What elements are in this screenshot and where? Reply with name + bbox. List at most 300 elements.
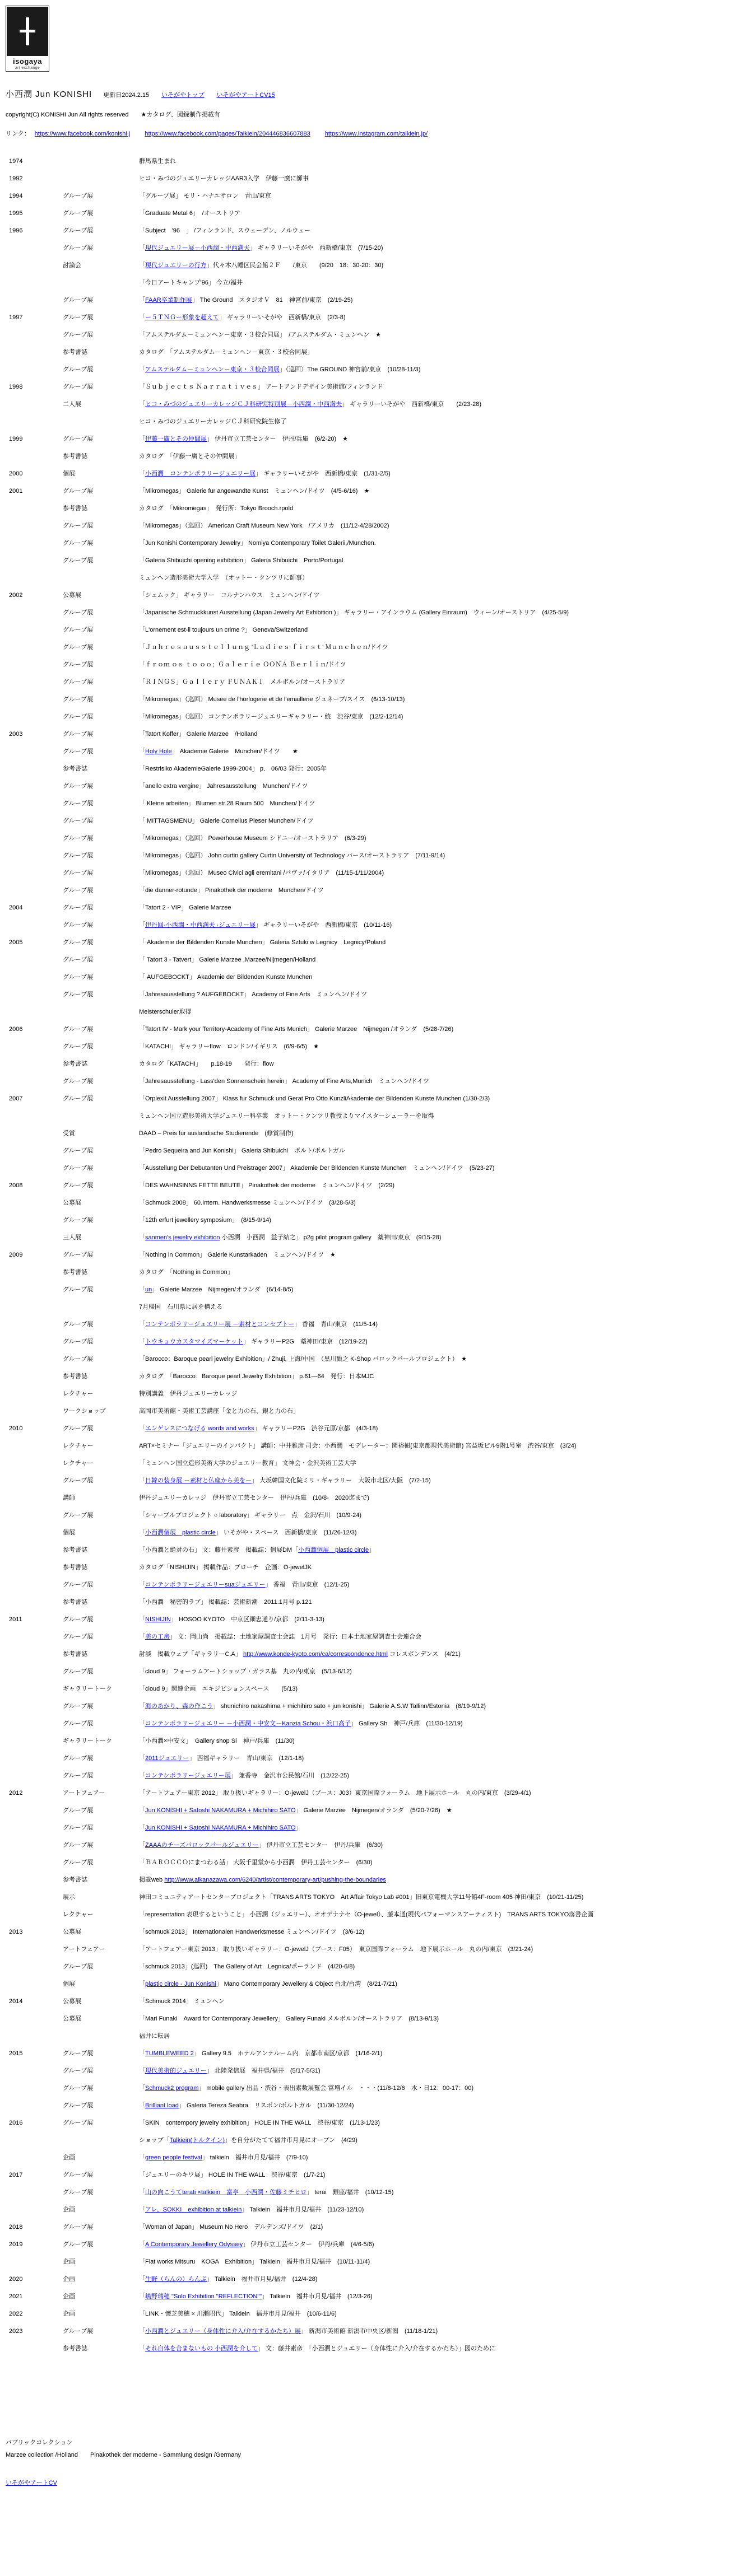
collection-items: Marzee collection /Holland Pinakothek der moderne - Sammlung design /Germany: [6, 2452, 242, 2458]
cv-year: 2009: [9, 1252, 23, 1258]
cv-row: [9, 939, 721, 956]
cv-entry: [139, 1130, 294, 1138]
cv-row: [9, 1651, 721, 1668]
cv-entry: [139, 557, 343, 565]
cv-entry-link[interactable]: Jun KONISHI + Satoshi NAKAMURA + Michihiro SATO: [145, 1824, 296, 1831]
cv-entry-text: 「: [139, 1807, 145, 1814]
cv-row: [9, 1790, 721, 1807]
top-link[interactable]: いそがやトップ: [161, 92, 205, 99]
cv-entry-text: 「: [139, 2276, 145, 2283]
cv-entry: [139, 314, 346, 322]
cv-category: 公募展: [63, 1929, 81, 1935]
cv-entry-text: 掲載web: [139, 1877, 165, 1883]
cv-category: グループ展: [63, 627, 94, 633]
cv-entry: [139, 1772, 349, 1780]
cv-category: ワークショップ: [63, 1408, 106, 1415]
cv-entry: [139, 1651, 461, 1659]
cv-category: 参考書誌: [63, 349, 87, 356]
cv-entry-text: 「ＲＩＮＧＳ」Ｇａｌｌｅｒｙ ＦＵＮＡＫＩ メルボルン/オーストラリア: [139, 679, 346, 685]
cv-entry-text: 」 伊丹市立工芸センター 伊丹/兵庫 (6/2-20) ★: [207, 436, 349, 442]
cv-category: グループ展: [63, 245, 94, 251]
cv-category: グループ展: [63, 818, 94, 824]
cv-entry-text: 」 mobile gallery 出品・渋谷・表出素数展覧会 富増イル ・・・(11/8-12/6 水・日12：00-17：00): [198, 2085, 474, 2092]
instagram-link[interactable]: https://www.instagram.com/talkiein.jp/: [324, 130, 428, 137]
cv-link[interactable]: いそがやアートCV15: [216, 92, 275, 99]
cv-category: グループ展: [63, 2085, 94, 2092]
cv-row: [9, 2050, 721, 2068]
cv-category: 参考書誌: [63, 2345, 87, 2352]
cv-row: [9, 1703, 721, 1720]
cv-row: [9, 1252, 721, 1269]
cv-entry-text: 「: [139, 2293, 145, 2300]
cv-entry-text: 「SKIN contempory jewelry exhibition」 HOLE IN THE WALL 渋谷/東京 (1/13-1/23): [139, 2120, 380, 2126]
cv-entry-link[interactable]: 小西潤個展 plastic circle: [145, 1529, 216, 1536]
cv-entry-text: 」 ギャラリーいそがや 西新橋/東京 (2/23-28): [342, 401, 481, 408]
cv-entry-link[interactable]: 海のあかり、森の作こう: [145, 1703, 213, 1710]
cv-entry-text: 「Graduate Metal 6」 /オーストリア: [139, 210, 240, 217]
cv-entry-link[interactable]: NISHIJIN: [145, 1616, 171, 1623]
cv-row: [9, 679, 721, 696]
cv-year: 2018: [9, 2224, 23, 2230]
cv-entry: [139, 279, 243, 287]
cv-entry-link[interactable]: アレ、SOKKI exhibition at talkiein: [145, 2206, 242, 2213]
cv-entry-text: 」 Galerie Marzee Nijmegen/オランダ (6/14-8/5): [152, 1286, 294, 1293]
cv-entry: [139, 1286, 293, 1294]
cv-row: [9, 1286, 721, 1304]
cv-entry: [139, 1634, 421, 1641]
cv-entry: [139, 2206, 364, 2214]
cv-entry-link[interactable]: sanmen's jewelry exhibition: [145, 1234, 220, 1241]
cv-category: グループ展: [63, 1252, 94, 1258]
cv-row: [9, 835, 721, 852]
cv-category: ギャラリートーク: [63, 1686, 112, 1692]
cv-row: [9, 1495, 721, 1512]
cv-entry: [139, 1425, 378, 1433]
cv-category: 参考書誌: [63, 1269, 87, 1276]
cv-entry-link[interactable]: 山の向こうてterati ×talkiein 富亭 小西潤・佐藤ミチヒロ: [145, 2189, 307, 2196]
cv-category: グループ展: [63, 2102, 94, 2109]
cv-category: 公募展: [63, 2015, 81, 2022]
cv-category: グループ展: [63, 713, 94, 720]
cv-entry-text: 「ｆｒｏｍ ｏｓ ｔｏ ｏｏ；Ｇａｌｅｒｉｅ ＯＯＮＡ Ｂｅｒｌｉｎ/ドイツ: [139, 661, 346, 668]
cv-entry-text: 「: [139, 2050, 145, 2057]
cv-category: 参考書誌: [63, 1599, 87, 1606]
cv-entry-text: 「12th erfurt jewellery symposium」 (8/15-9/14): [139, 1217, 271, 1224]
cv-entry: [139, 1512, 361, 1520]
cv-entry: [139, 366, 420, 374]
cv-entry-link[interactable]: 生野（らんの）らんぷ: [145, 2276, 207, 2283]
cv-entry-link[interactable]: ヒコ・みづのジュエリーカレッジＣＪ科研究特別展－小西潤・中西満夫: [145, 401, 342, 408]
cv-entry-text: 」 shunichiro nakashima + michihiro sato + jun konishi」 Galerie A.S.W Tallinn/Estonia (8/19-9/12): [213, 1703, 486, 1710]
cv-row: [9, 1425, 721, 1443]
cv-entry-link[interactable]: plastic circle - Jun Konishi: [145, 1981, 216, 1987]
cv-year: 2022: [9, 2311, 23, 2317]
cv-entry-text: 」 Akademie Galerie Munchen/ドイツ ★: [171, 748, 298, 755]
cv-category: グループ展: [63, 332, 94, 338]
cv-entry-text: 「Schmuck 2008」 60.Intern. Handwerksmesse ミュンヘン/ドイツ (3/28-5/3): [139, 1200, 356, 1206]
cv-entry: [139, 1095, 490, 1103]
cv-entry-text: 「: [139, 245, 145, 251]
cv-entry-link[interactable]: 2011ジュエリー: [145, 1755, 189, 1762]
cv-row: [9, 1998, 721, 2015]
cv-entry-link[interactable]: A Contemporary Jewellery Odyssey: [145, 2241, 243, 2248]
cv-category: グループ展: [63, 1477, 94, 1484]
cv-entry-link[interactable]: un: [145, 1286, 152, 1293]
cv-entry-text: 」 文：岡山尚 掲載誌：土地家屋調査士会誌 1月号 発行：日本土地家屋調査士会連合会: [170, 1634, 422, 1640]
cv-row: [9, 1911, 721, 1929]
cv-entry-link[interactable]: Holy Hole: [145, 748, 172, 755]
cv-category: グループ展: [63, 1842, 94, 1849]
cv-entry-link[interactable]: http://www.aikanazawa.com/6240/artist/contemporary-art/pushing-the-boundaries: [164, 1877, 386, 1883]
cv-entry-text: 」 Talkiein 福井市月見/福井 (11/23-12/10): [242, 2206, 364, 2213]
cv-entry-text: 「: [139, 2154, 145, 2161]
cv-entry: [139, 956, 315, 964]
cv-category: 企画: [63, 2258, 75, 2265]
cv-entry: [139, 800, 315, 808]
cv-entry-text: 神田コミュニティアートセンタープロジェクト「TRANS ARTS TOKYO Art Affair Tokyo Lab #001」旧東京電機大学11号館4F-room 405 神田/東京 (10/21-11/25): [139, 1894, 584, 1901]
cv-row: [9, 401, 721, 418]
cv-entry-link[interactable]: 嶋野瑞穂 "Solo Exhibition "REFLECTION"": [145, 2293, 262, 2300]
cv-category: グループ展: [63, 1581, 94, 1588]
cv-entry-text: 福井に転居: [139, 2033, 170, 2040]
cv-entry-link[interactable]: Jun KONISHI + Satoshi NAKAMURA + Michihiro SATO: [145, 1807, 296, 1814]
cv-entry-link[interactable]: コンテンポラリージュエリーsuaジュエリー: [145, 1581, 266, 1588]
cv-entry-text: 「: [139, 2068, 145, 2074]
cv-entry: [139, 731, 257, 739]
cv-entry-text: ミュンヘン国立造形美術大学ジュエリー科卒業 オットー・クンツリ教授よりマイスターシューラーを取得: [139, 1113, 434, 1119]
cv-row: [9, 2015, 721, 2033]
cv-entry-text: 「: [139, 262, 145, 269]
cv-row: [9, 488, 721, 505]
cv-category: グループ展: [63, 661, 94, 668]
cv-year: 2010: [9, 1425, 23, 1432]
cv-row: [9, 1981, 721, 1998]
cv-entry-link[interactable]: 伊丹回-小西潤・中西満夫 ·ジュエリー展: [145, 922, 256, 928]
cv-row: [9, 314, 721, 332]
cv-entry-text: 「Galeria Shibuichi opening exhibition」 Galeria Shibuichi Porto/Portugal: [139, 557, 343, 564]
cv-row: [9, 1616, 721, 1634]
cv-entry-text: 高岡市美術館・美術工芸講座「金と力の石、銀と力の石」: [139, 1408, 299, 1415]
cv-row: [9, 1477, 721, 1495]
cv-category: グループ展: [63, 1616, 94, 1623]
cv-entry-text: 「Subject '96 」 /フィンランド、スウェーデン、ノルウェー: [139, 227, 310, 234]
cv-category: グループ展: [63, 1859, 94, 1866]
cv-year: 2008: [9, 1182, 23, 1189]
cv-entry-text: 」 ギャラリーいそがや 西新橋/東京 (1/31-2/5): [256, 470, 391, 477]
cv-entry-text: 「Mikromegas」（巡回） Musee de l'horlogerie et de l'emaillerie ジュネーブ/スイス (6/13-10/13): [139, 696, 405, 703]
cv-category: グループ展: [63, 1634, 94, 1640]
cv-entry-text: 」 ギャラリーP2G 薬神田/東京 (12/19-22): [243, 1338, 368, 1345]
cv-entry: [139, 1269, 234, 1277]
cv-entry-text: 」 文：藤井素彦 「小西潤とジュエリー（身体性に介入/介在するかたち）」図のために: [258, 2345, 495, 2352]
cv-entry-link[interactable]: 現代ジュエリーの行方: [145, 262, 207, 269]
cv-entry-text: 「Barocco：Baroque pearl jewelry Exhibition」/ Zhuji, 上海/中国 （黒川甄之 K-Shop バロックパールプロジェクト） ★: [139, 1356, 467, 1362]
cv-row: [9, 783, 721, 800]
cv-entry: [139, 887, 324, 895]
cv-category: グループ展: [63, 1147, 94, 1154]
cv-entry-text: 「Tatort Koffer」 Galerie Marzee /Holland: [139, 731, 258, 738]
cv-category: 参考書誌: [63, 1061, 87, 1067]
cv-entry-text: 」 伊丹市立工芸センター 伊丹/兵庫 (6/30): [258, 1842, 383, 1849]
cv-row: [9, 2033, 721, 2050]
cv-category: 展示: [63, 1894, 75, 1901]
cv-category: 参考書誌: [63, 1373, 87, 1380]
talkiein-facebook-link[interactable]: https://www.facebook.com/pages/Talkiein/204446836607883: [145, 130, 310, 137]
cv-year: 2012: [9, 1790, 23, 1796]
cv-entry-text: 「 MITTAGSMENU」 Galerie Cornelius Pleser Munchen/ドイツ: [139, 818, 314, 824]
cv-row: [9, 418, 721, 436]
cv-year: 2017: [9, 2172, 23, 2178]
cv-entry: [139, 1824, 302, 1832]
cv-entry: [139, 2102, 354, 2110]
cv-category: アートフェアー: [63, 1790, 105, 1796]
facebook-link[interactable]: https://www.facebook.com/konishi.j: [34, 130, 131, 137]
cv-entry-link[interactable]: コンテンポラリージュエリー展 －素材とコンセプトー: [145, 1321, 295, 1328]
cv-entry-link[interactable]: 日韓の装身展 －素材と仏座から美を－: [145, 1477, 252, 1484]
cv-entry: [139, 1321, 378, 1329]
logo-mark-icon: [16, 14, 39, 49]
cv-category: レクチャー: [63, 1911, 94, 1918]
cv-entry-text: カタログ 「伊藤一廣とその仲間展」: [139, 453, 241, 460]
cv-entry: [139, 1338, 368, 1346]
links-line: [6, 130, 442, 138]
cv-category: 講師: [63, 1495, 75, 1501]
cv-entry-text: 「KATACHI」 ギャラリーflow ロンドン/イギリス (6/9-6/5) ★: [139, 1043, 319, 1050]
cv-entry-text: 「: [139, 1824, 145, 1831]
cv-category: グループ展: [63, 2050, 94, 2057]
cv-entry-text: カタログ 「Barocco：Baroque pearl Jewelry Exhibition」 p.61—64 発行：日本MJC: [139, 1373, 374, 1380]
cv-entry-link[interactable]: 小西潤 コンテンポラリージュエリー展: [145, 470, 256, 477]
cv-entry-text: 「グループ展」 モリ・ハナエサロン 青山/東京: [139, 193, 271, 199]
cv-category: グループ展: [63, 227, 94, 234]
cv-category: グループ展: [63, 974, 94, 981]
cv-entry: [139, 210, 240, 218]
cv-entry-text: 「Schmuck 2014」 ミュンヘン: [139, 1998, 225, 2005]
cv-entry-text: 「: [139, 2345, 145, 2352]
cv-row: [9, 1720, 721, 1738]
cv-row: [9, 2241, 721, 2258]
cv-row: [9, 2328, 721, 2345]
cv-entry-text: 「: [139, 1703, 145, 1710]
cv-entry-text: 」 香福 青山/東京 (12/1-25): [265, 1581, 350, 1588]
cv-row: [9, 505, 721, 522]
cv-entry-text: 「 Akademie der Bildenden Kunste Munchen」 Galeria Sztuki w Legnicy Legnicy/Poland: [139, 939, 386, 946]
cv-entry-text: 「ジュエリーのキワ展」 HOLE IN THE WALL 渋谷/東京 (1/7-21): [139, 2172, 326, 2178]
cv-entry: [139, 2033, 170, 2041]
cv-category: グループ展: [63, 557, 94, 564]
cv-row: [9, 2068, 721, 2085]
cv-entry-text: 「LINK・懐芝美穂 × 川瀬昭代」 Talkiein 福井市月見/福井 (10/6-11/6): [139, 2311, 337, 2317]
cv-entry-text: 「: [139, 1634, 145, 1640]
cv-entry-link[interactable]: ー５ＴＮＧー形象を超えて: [145, 314, 219, 321]
cv-category: グループ展: [63, 1078, 94, 1085]
cv-entry-link[interactable]: 小西潤個展 plastic circle: [298, 1547, 369, 1553]
cv-entry-text: 「Jun Konishi Contemporary Jewelry」 Nomiya Contemporary Toilet Galerii,/Munchen.: [139, 540, 376, 547]
cv-entry-text: 「: [139, 1616, 145, 1623]
cv-entry-text: 「: [139, 1338, 145, 1345]
cv-row: [9, 227, 721, 245]
cv-entry-text: Meisterschuler取得: [139, 1009, 192, 1015]
cv-entry: [139, 1790, 531, 1798]
cv-category: グループ展: [63, 1807, 94, 1814]
cv-entry-text: 」 Talkiein 福井市月見/福井 (12/3-26): [262, 2293, 373, 2300]
cv-entry: [139, 349, 313, 357]
cv-entry: [139, 262, 383, 270]
cv-entry: [139, 193, 271, 200]
cv-category: グループ展: [63, 1512, 94, 1519]
cv-entry: [139, 1390, 237, 1398]
cv-row: [9, 644, 721, 661]
cv-category: 受賞: [63, 1130, 75, 1137]
cv-entry: [139, 904, 231, 912]
cv-entry-link[interactable]: アムステルダム－ミュンヘン－東京・３校合同展: [145, 366, 280, 373]
cv-entry-text: 「schmuck 2013」 Internationalen Handwerksmesse ミュンヘン/ドイツ (3/6-12): [139, 1929, 365, 1935]
cv-entry: [139, 2154, 308, 2162]
cv-row: [9, 453, 721, 470]
cv-entry-text: 」 北陸発信展 福井県/福井 (5/17-5/31): [206, 2068, 321, 2074]
cv-entry-link[interactable]: Talkiein(トルクイン): [169, 2137, 225, 2144]
cv-row: [9, 2154, 721, 2172]
cv-category: グループ展: [63, 1321, 94, 1328]
cv-entry-link[interactable]: コンテンポラリージュエリー展: [145, 1772, 231, 1779]
cv-row: [9, 956, 721, 974]
cv-row: [9, 592, 721, 609]
cv-row: [9, 852, 721, 870]
cv-row: [9, 818, 721, 835]
cv-entry: [139, 835, 366, 843]
cv-entry: [139, 1599, 312, 1607]
cv-category: グループ展: [63, 540, 94, 547]
cv-entry-link[interactable]: http://www.konde-kyoto.com/ca/correspondence.html: [243, 1651, 388, 1658]
cv-entry-text: カタログ 「Nothing in Common」: [139, 1269, 234, 1276]
cv-entry: [139, 1460, 356, 1468]
cv-category: グループ展: [63, 1338, 94, 1345]
cv-entry-text: 「: [139, 366, 145, 373]
cv-entry-link[interactable]: トウキョウカスタマイズマーケット: [145, 1338, 243, 1345]
cv-entry-link[interactable]: ZAAAのチーズバロックパールジュエリー: [145, 1842, 259, 1849]
cv-entry-text: 「Nothing in Common」 Galerie Kunstarkaden ミュンヘン/ドイツ ★: [139, 1252, 336, 1258]
cv-entry: [139, 1477, 431, 1485]
cv-entry: [139, 1929, 364, 1936]
cv-row: [9, 470, 721, 488]
cv-entry-link[interactable]: 美の工房: [145, 1634, 170, 1640]
cv-entry-text: 「Flat works Mitsuru KOGA Exhibition」 Talkiein 福井市月見/福井 (10/11-11/4): [139, 2258, 370, 2265]
cv-entry-text: 「Restrisiko AkademieGalerie 1999-2004」 p． 06/03 発行：2005年: [139, 766, 327, 772]
cv-entry: [139, 2015, 439, 2023]
footer: [6, 2439, 242, 2486]
cv-category: グループ展: [63, 679, 94, 685]
cv-year: 2001: [9, 488, 23, 494]
cv-entry-link[interactable]: green people festival: [145, 2154, 202, 2161]
cv-category: グループ展: [63, 436, 94, 442]
footer-cv-link[interactable]: いそがやアートCV: [6, 2480, 57, 2486]
cv-row: [9, 1581, 721, 1599]
cv-entry-text: 「 Kleine arbeiten」 Blumen str.28 Raum 500 Munchen/ドイツ: [139, 800, 315, 807]
cv-entry-text: 」（巡回）The GROUND 神宮前/東京 (10/28-11/3): [279, 366, 421, 373]
cv-entry-text: 」 ギャラリーP2G 渋谷元原/京都 (4/3-18): [254, 1425, 378, 1432]
cv-entry: [139, 470, 391, 478]
cv-row: [9, 1130, 721, 1147]
cv-entry-text: ミュンヘン造形美術大学入学 （オットー・クンツリに師事）: [139, 575, 308, 581]
cv-entry: [139, 1147, 345, 1155]
cv-entry-text: 「: [139, 470, 145, 477]
cv-entry-link[interactable]: 伊藤一廣とその仲間展: [145, 436, 207, 442]
cv-entry-text: 「: [139, 1842, 145, 1849]
isogaya-logo[interactable]: [6, 6, 49, 72]
cv-category: 公募展: [63, 592, 81, 599]
cv-entry: [139, 1043, 319, 1051]
cv-entry: [139, 384, 383, 391]
cv-entry: [139, 1581, 349, 1589]
cv-entry-text: 「: [139, 748, 145, 755]
cv-entry-link[interactable]: それ自体を合まないもの 小西潤を介して: [145, 2345, 258, 2352]
cv-entry-link[interactable]: TUMBLEWEED 2: [145, 2050, 194, 2057]
cv-entry-text: 「: [139, 1529, 145, 1536]
cv-entry-text: 「: [139, 2328, 145, 2335]
cv-entry-text: 」 西福ギャラリー 青山/東京 (12/1-18): [189, 1755, 304, 1762]
cv-entry-text: 「 AUFGEBOCKT」 Akademie der Bildenden Kunste Munchen: [139, 974, 313, 981]
cv-year: 1998: [9, 384, 23, 390]
cv-entry: [139, 1998, 225, 2006]
cv-category: 参考書誌: [63, 505, 87, 512]
cv-row: [9, 991, 721, 1009]
cv-row: [9, 2102, 721, 2120]
cv-year: 2002: [9, 592, 23, 599]
cv-row: [9, 1373, 721, 1390]
cv-entry-text: 「ＢＡＲＯＣＣＯにまつわる話」 大阪千里堂から小西潤 伊丹工芸センター (6/30): [139, 1859, 373, 1866]
cv-row: [9, 887, 721, 904]
cv-entry-text: 」 HOSOO KYOTO 中京区細忠通り/京都 (2/11-3-13): [170, 1616, 324, 1623]
cv-entry: [139, 1373, 374, 1381]
cv-category: グループ展: [63, 488, 94, 494]
cv-entry: [139, 1200, 356, 1207]
cv-category: 参考書誌: [63, 1547, 87, 1553]
cv-entry-link[interactable]: 小西潤とジュエリー（身体性に介入/介在するかたち）展: [145, 2328, 301, 2335]
cv-row: [9, 748, 721, 766]
cv-entry-text: 「schmuck 2013」(巡回) The Gallery of Art Legnica/ポーランド (4/20-6/8): [139, 1963, 355, 1970]
cv-year: 2016: [9, 2120, 23, 2126]
cv-entry-text: 「Jahresausstellung ? AUFGEBOCKT」 Academy of Fine Arts ミュンヘン/ドイツ: [139, 991, 367, 998]
cv-entry-text: 「Jahresausstellung - Lass'den Sonnenschein herein」 Academy of Fine Arts,Munich ミュンヘン/ドイツ: [139, 1078, 429, 1085]
cv-entry-text: カタログ 「Mikromegas」 発行所：Tokyo Brooch.rpold: [139, 505, 294, 512]
cv-entry-text: 「: [139, 2206, 145, 2213]
cv-entry: [139, 1807, 452, 1815]
cv-entry: [139, 332, 381, 339]
cv-row: [9, 436, 721, 453]
cv-row: [9, 2345, 721, 2363]
cv-entry: [139, 1911, 593, 1919]
cv-entry: [139, 1564, 312, 1572]
cv-row: [9, 366, 721, 384]
cv-entry-link[interactable]: 現代美術的ジュエリー: [145, 2068, 207, 2074]
cv-row: [9, 1634, 721, 1651]
cv-entry: [139, 974, 312, 982]
cv-entry-link[interactable]: 現代ジュエリー展－小西潤・中西満夫: [145, 245, 250, 251]
cv-row: [9, 1564, 721, 1581]
cv-entry-link[interactable]: Brilliant load: [145, 2102, 179, 2109]
cv-entry-link[interactable]: コンテンポラリージュエリー －小西潤・中安文－Kanzia Schou・浜口高子: [145, 1720, 351, 1727]
cv-entry-link[interactable]: FAAR卒業制作展: [145, 297, 192, 304]
links-label: リンク：: [6, 130, 30, 137]
cv-row: [9, 1443, 721, 1460]
cv-entry-link[interactable]: Schmuck2 program: [145, 2085, 199, 2092]
cv-entry-link[interactable]: エンゲレスにつなげる words and works: [145, 1425, 254, 1432]
cv-entry-text: 」 いそがや・スペース 西新橋/東京 (11/26-12/3): [215, 1529, 357, 1536]
cv-row: [9, 1877, 721, 1894]
cv-row: [9, 210, 721, 227]
cv-entry: [139, 401, 481, 409]
cv-category: 参考書誌: [63, 1564, 87, 1571]
